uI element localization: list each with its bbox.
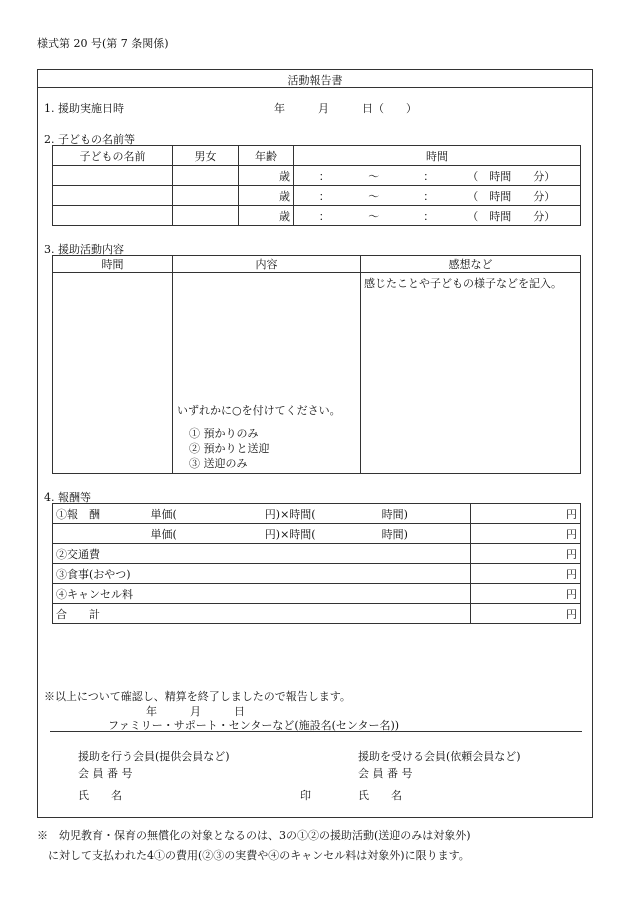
- col-header-time: 時間: [53, 256, 173, 273]
- center-name: ファミリー・サポート・センターなど(施設名(センター名)): [108, 719, 400, 732]
- activity-table-header: [53, 256, 581, 273]
- fee-detail[interactable]: 単価( 円)×時間( 時間): [148, 504, 471, 524]
- fee-total-amount[interactable]: 円: [471, 604, 581, 624]
- time-cell[interactable]: ： ～ ： （ 時間 分）: [294, 206, 581, 226]
- table-row: [53, 604, 581, 624]
- col-header-gender: 男女: [173, 146, 239, 166]
- impressions-hint: 感じたことや子どもの様子などを記入。: [364, 277, 562, 290]
- table-row: [53, 206, 581, 226]
- section3-label: 3. 援助活動内容: [44, 243, 124, 256]
- option-item[interactable]: ③ 送迎のみ: [189, 457, 248, 470]
- seal-mark: 印: [300, 789, 311, 802]
- time-cell[interactable]: ： ～ ： （ 時間 分）: [294, 166, 581, 186]
- option-item[interactable]: ② 預かりと送迎: [189, 442, 270, 455]
- fee-amount[interactable]: 円: [471, 564, 581, 584]
- center-underline: [50, 731, 582, 732]
- fee-label: ③食事(おやつ): [53, 564, 148, 584]
- table-row: [53, 504, 581, 524]
- fee-detail[interactable]: [148, 604, 471, 624]
- col-header-content: 内容: [173, 256, 361, 273]
- gender-cell[interactable]: [173, 206, 239, 226]
- children-table-header: [53, 146, 581, 166]
- confirmation-statement: ※以上について確認し、精算を終了しましたので報告します。: [44, 690, 351, 703]
- table-row: [53, 584, 581, 604]
- child-name-cell[interactable]: [53, 166, 173, 186]
- provider-name-label: 氏 名: [78, 789, 122, 802]
- table-row: [53, 186, 581, 206]
- activity-table: [52, 255, 581, 474]
- section4-label: 4. 報酬等: [44, 491, 91, 504]
- table-row: [53, 524, 581, 544]
- fee-detail[interactable]: [148, 544, 471, 564]
- fee-label: [53, 524, 148, 544]
- provider-member-title: 援助を行う会員(提供会員など): [78, 750, 230, 763]
- footnote-line: に対して支払われた4①の費用(②③の実費や④のキャンセル料は対象外)に限ります。: [37, 849, 470, 862]
- support-date-field[interactable]: 年 月 日（ ）: [274, 102, 417, 115]
- content-instruction: いずれかに○を付けてください。: [177, 404, 341, 417]
- fee-detail[interactable]: 単価( 円)×時間( 時間): [148, 524, 471, 544]
- footnote-line: ※ 幼児教育・保育の無償化の対象となるのは、3の①②の援助活動(送迎のみは対象外): [37, 829, 471, 842]
- fee-table: [52, 503, 581, 624]
- fee-amount[interactable]: 円: [471, 544, 581, 564]
- table-row: [53, 166, 581, 186]
- impressions-cell[interactable]: [361, 273, 581, 474]
- fee-amount[interactable]: 円: [471, 524, 581, 544]
- fee-detail[interactable]: [148, 564, 471, 584]
- activity-time-cell[interactable]: [53, 273, 173, 474]
- requester-name-label: 氏 名: [358, 789, 402, 802]
- section2-label: 2. 子どもの名前等: [44, 133, 135, 146]
- age-cell[interactable]: 歳: [239, 206, 294, 226]
- col-header-time: 時間: [294, 146, 581, 166]
- section1-label: 1. 援助実施日時: [44, 102, 124, 115]
- age-cell[interactable]: 歳: [239, 186, 294, 206]
- title-divider: [37, 87, 593, 88]
- time-cell[interactable]: ： ～ ： （ 時間 分）: [294, 186, 581, 206]
- table-row: [53, 544, 581, 564]
- fee-label: ①報 酬: [53, 504, 148, 524]
- col-header-child-name: 子どもの名前: [53, 146, 173, 166]
- gender-cell[interactable]: [173, 166, 239, 186]
- form-number-label: 様式第 20 号(第 7 条関係): [37, 37, 169, 50]
- option-item[interactable]: ① 預かりのみ: [189, 427, 259, 440]
- fee-amount[interactable]: 円: [471, 584, 581, 604]
- col-header-impressions: 感想など: [361, 256, 581, 273]
- provider-member-id-label: 会 員 番 号: [78, 767, 133, 780]
- confirmation-date[interactable]: 年 月 日: [146, 705, 245, 718]
- child-name-cell[interactable]: [53, 206, 173, 226]
- fee-label: ②交通費: [53, 544, 148, 564]
- age-cell[interactable]: 歳: [239, 166, 294, 186]
- table-row: [53, 273, 581, 474]
- fee-detail[interactable]: [148, 584, 471, 604]
- fee-total-label: 合 計: [53, 604, 148, 624]
- fee-label: ④キャンセル料: [53, 584, 148, 604]
- requester-member-title: 援助を受ける会員(依頼会員など): [358, 750, 521, 763]
- requester-member-id-label: 会 員 番 号: [358, 767, 413, 780]
- children-table: [52, 145, 581, 226]
- document-title: 活動報告書: [287, 74, 343, 87]
- gender-cell[interactable]: [173, 186, 239, 206]
- col-header-age: 年齢: [239, 146, 294, 166]
- table-row: [53, 564, 581, 584]
- activity-content-cell[interactable]: [173, 273, 361, 474]
- child-name-cell[interactable]: [53, 186, 173, 206]
- fee-amount[interactable]: 円: [471, 504, 581, 524]
